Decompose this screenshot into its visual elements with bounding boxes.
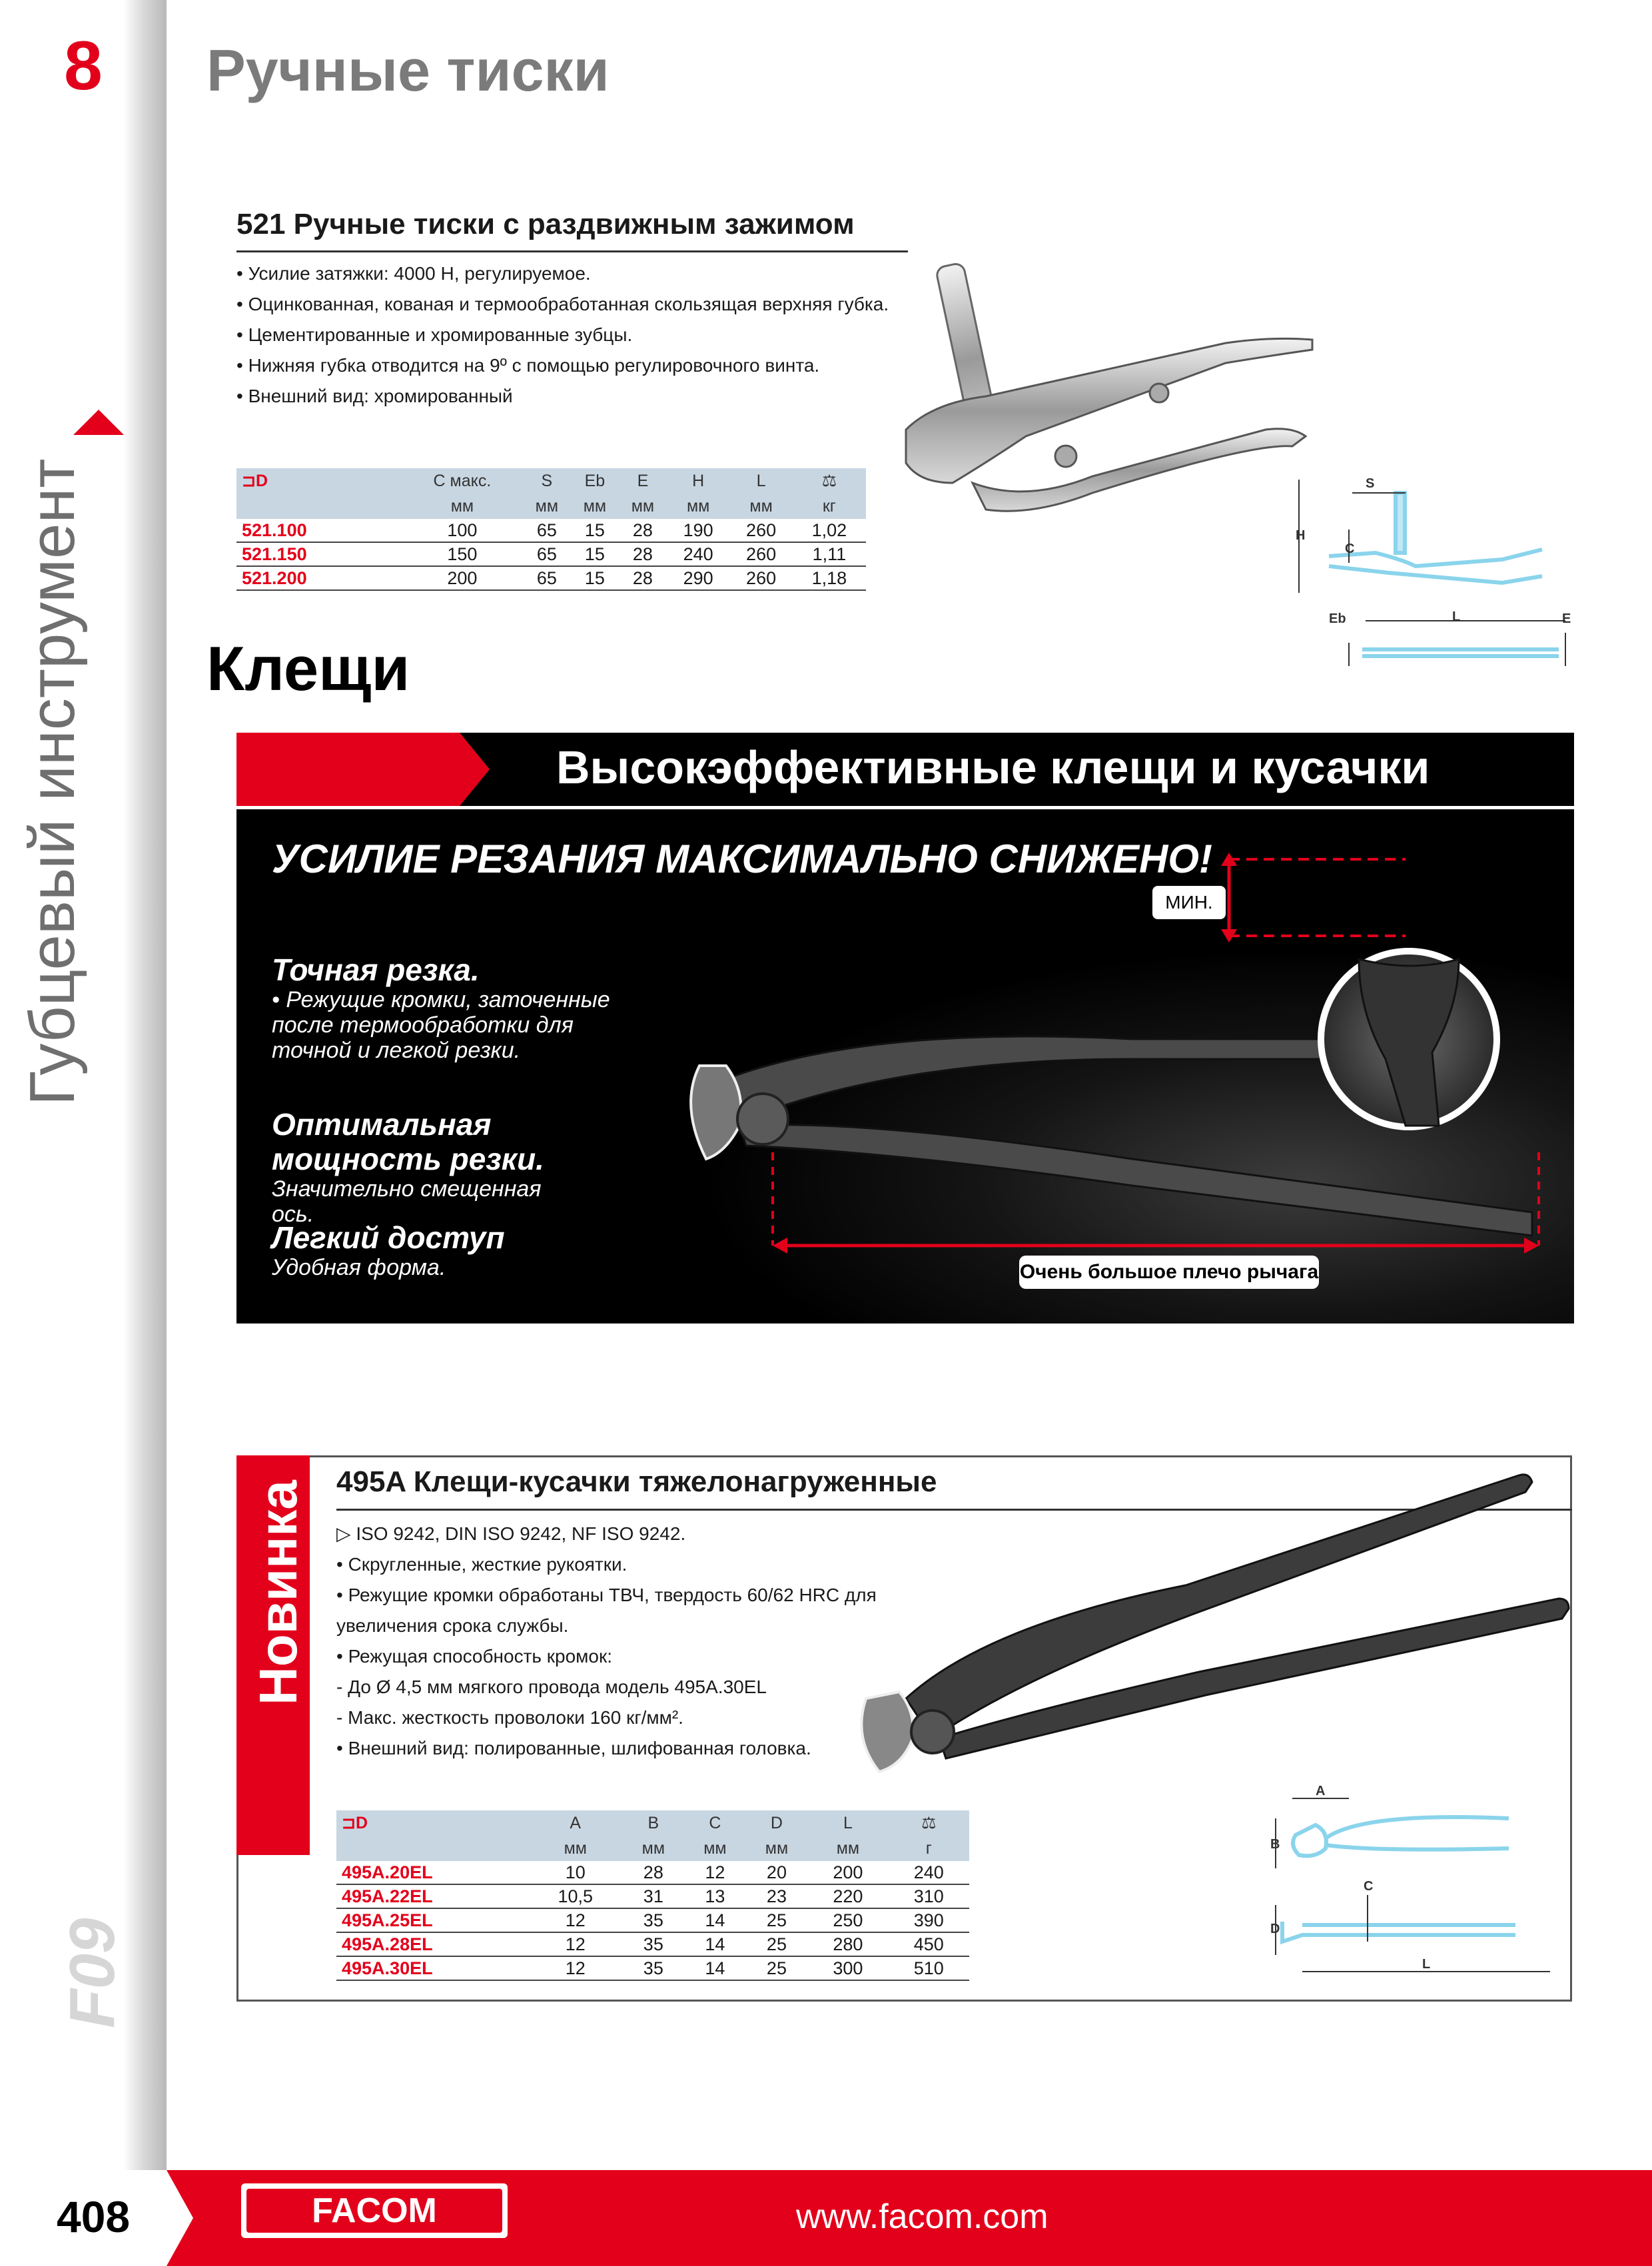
col-unit: мм: [619, 494, 667, 519]
col-header: H: [667, 468, 729, 494]
feature-cutting-power: [272, 1107, 552, 1227]
cell: 28: [619, 566, 667, 590]
cutter-dimension-diagram: [1262, 1778, 1562, 1985]
cell: 150: [402, 542, 523, 566]
table-row: [336, 1908, 969, 1932]
dim-label-h: H: [1296, 528, 1306, 543]
weight-icon: ⚖: [889, 1810, 969, 1836]
chapter-marker-icon: [73, 410, 124, 435]
page-title: Ручные тиски: [206, 37, 610, 103]
banner-title: Высокэффективные клещи и кусачки: [556, 741, 1430, 793]
product-521-spec-table: [236, 468, 866, 591]
cell: 310: [889, 1884, 969, 1908]
feature-easy-access: [272, 1220, 605, 1280]
cell: 35: [623, 1932, 685, 1956]
product-521-title: 521 Ручные тиски с раздвижным зажимом: [236, 208, 855, 240]
cell: 10: [528, 1861, 623, 1884]
cell: 290: [667, 566, 729, 590]
cell: 1,18: [793, 566, 866, 590]
bullet-item: • Скругленные, жесткие рукоятки.: [336, 1554, 627, 1575]
product-code: 521.200: [236, 566, 402, 590]
cell: 1,02: [793, 519, 866, 542]
cell: 12: [528, 1908, 623, 1932]
facom-logo-text: FACOM: [246, 2189, 502, 2233]
cell: 100: [402, 519, 523, 542]
bullet-item: - Макс. жесткость проволоки 160 кг/мм².: [336, 1707, 683, 1728]
bullet-item: • Внешний вид: хромированный: [236, 386, 513, 406]
cell: 260: [729, 519, 792, 542]
col-header: E: [619, 468, 667, 494]
cell: 65: [523, 542, 571, 566]
table-row: [236, 542, 866, 566]
product-code: 495A.20EL: [336, 1861, 528, 1884]
new-label: Новинка: [248, 1480, 308, 1705]
cell: 450: [889, 1932, 969, 1956]
cell: 15: [571, 542, 619, 566]
cell: 31: [623, 1884, 685, 1908]
heavy-duty-end-cutter-image: [853, 1459, 1572, 1778]
col-header: Eb: [571, 468, 619, 494]
cell: 260: [729, 566, 792, 590]
product-495-bullets: [336, 1519, 916, 1764]
feature-heading: Легкий доступ: [272, 1220, 505, 1255]
cell: 12: [684, 1861, 746, 1884]
feature-text: Удобная форма.: [272, 1255, 446, 1280]
col-unit: кг: [793, 494, 866, 519]
end-cutter-image: [666, 839, 1572, 1306]
product-495-title: 495A Клещи-кусачки тяжелонагруженные: [336, 1465, 937, 1498]
weight-icon: ⚖: [793, 468, 866, 494]
cell: 12: [528, 1932, 623, 1956]
cell: 200: [807, 1861, 888, 1884]
feature-heading: Точная резка.: [272, 952, 480, 987]
col-unit: мм: [746, 1836, 808, 1861]
vise-dimension-diagram: [1282, 466, 1575, 673]
chapter-number: 8: [64, 27, 103, 105]
cell: 25: [746, 1908, 808, 1932]
bullet-item: • Режущая способность кромок:: [336, 1646, 613, 1667]
banner-red-arrow: [236, 733, 490, 806]
table-row: [336, 1884, 969, 1908]
cell: 28: [619, 519, 667, 542]
cell: 28: [623, 1861, 685, 1884]
cell: 510: [889, 1956, 969, 1980]
promo-headline: УСИЛИЕ РЕЗАНИЯ МАКСИМАЛЬНО СНИЖЕНО!: [272, 837, 1212, 881]
cell: 25: [746, 1932, 808, 1956]
dim-label-c: C: [1364, 1879, 1374, 1894]
product-code: 495A.25EL: [336, 1908, 528, 1932]
dim-label-a: A: [1316, 1784, 1326, 1798]
col-header: D: [746, 1810, 808, 1836]
product-code: 495A.22EL: [336, 1884, 528, 1908]
cell: 240: [889, 1861, 969, 1884]
col-unit: мм: [667, 494, 729, 519]
feature-text: Значительно смещенная ось.: [272, 1176, 542, 1227]
website-link[interactable]: www.facom.com: [796, 2197, 1048, 2236]
cell: 25: [746, 1956, 808, 1980]
chapter-side-label: Губцевый инструмент: [17, 458, 88, 1106]
cell: 20: [746, 1861, 808, 1884]
col-unit: мм: [528, 1836, 623, 1861]
col-header: S: [523, 468, 571, 494]
bullet-item: - До Ø 4,5 мм мягкого провода модель 495A.30EL: [336, 1677, 767, 1697]
dim-label-s: S: [1366, 476, 1375, 491]
cell: 390: [889, 1908, 969, 1932]
feature-heading: Оптимальная мощность резки.: [272, 1107, 544, 1176]
table-row: [236, 566, 866, 590]
cell: 250: [807, 1908, 888, 1932]
col-unit: г: [889, 1836, 969, 1861]
cell: 14: [684, 1908, 746, 1932]
bullet-item: • Цементированные и хромированные зубцы.: [236, 324, 633, 345]
cell: 13: [684, 1884, 746, 1908]
table-row: [336, 1956, 969, 1980]
locking-pliers-image: [893, 263, 1319, 543]
dim-label-d: D: [1270, 1922, 1280, 1936]
lever-label: Очень большое плечо рычага: [1019, 1256, 1319, 1289]
cell: 15: [571, 519, 619, 542]
col-header: L: [729, 468, 792, 494]
cell: 220: [807, 1884, 888, 1908]
dim-label-eb: Eb: [1329, 611, 1346, 626]
page-number: 408: [57, 2192, 131, 2241]
col-unit: мм: [623, 1836, 685, 1861]
cell: 12: [528, 1956, 623, 1980]
cell: 260: [729, 542, 792, 566]
bullet-item: • Внешний вид: полированные, шлифованная головка.: [336, 1738, 811, 1758]
bullet-item: ▷ ISO 9242, DIN ISO 9242, NF ISO 9242.: [336, 1523, 686, 1544]
product-code: 495A.30EL: [336, 1956, 528, 1980]
section-title: Клещи: [206, 633, 410, 703]
facom-ref-icon: ⊐D: [236, 468, 402, 494]
bullet-item: • Оцинкованная, кованая и термообработанная скользящая верхняя губка.: [236, 294, 889, 314]
col-header: С макс.: [402, 468, 523, 494]
cell: 65: [523, 566, 571, 590]
col-header: A: [528, 1810, 623, 1836]
table-row: [336, 1932, 969, 1956]
bullet-item: • Усилие затяжки: 4000 Н, регулируемое.: [236, 263, 591, 284]
cell: 65: [523, 519, 571, 542]
feature-precise-cut: [272, 952, 671, 1063]
table-row: [236, 519, 866, 542]
dim-label-b: B: [1270, 1837, 1280, 1852]
bullet-item: • Нижняя губка отводится на 9º с помощью регулировочного винта.: [236, 355, 820, 376]
dim-label-e: E: [1562, 611, 1571, 626]
col-unit: мм: [523, 494, 571, 519]
col-header: B: [623, 1810, 685, 1836]
product-code: 495A.28EL: [336, 1932, 528, 1956]
catalog-code: F09: [57, 1918, 128, 2028]
col-unit: мм: [684, 1836, 746, 1861]
min-label: МИН.: [1152, 886, 1226, 919]
cell: 23: [746, 1884, 808, 1908]
product-495-spec-table: [336, 1810, 969, 1981]
col-unit: мм: [729, 494, 792, 519]
cell: 14: [684, 1956, 746, 1980]
cell: 35: [623, 1956, 685, 1980]
cell: 200: [402, 566, 523, 590]
col-unit: мм: [807, 1836, 888, 1861]
cell: 1,11: [793, 542, 866, 566]
cell: 280: [807, 1932, 888, 1956]
col-unit: мм: [571, 494, 619, 519]
dim-label-c: C: [1345, 542, 1355, 556]
cell: 35: [623, 1908, 685, 1932]
feature-text: • Режущие кромки, заточенные после термообработки для точной и легкой резки.: [272, 987, 610, 1063]
col-header: L: [807, 1810, 888, 1836]
cell: 190: [667, 519, 729, 542]
cell: 10,5: [528, 1884, 623, 1908]
cell: 240: [667, 542, 729, 566]
title-rule: [236, 250, 908, 252]
bullet-item: • Режущие кромки обработаны ТВЧ, твердость 60/62 HRC для увеличения срока службы.: [336, 1585, 877, 1636]
cell: 14: [684, 1932, 746, 1956]
col-header: C: [684, 1810, 746, 1836]
dim-label-l: L: [1452, 609, 1461, 624]
product-code: 521.150: [236, 542, 402, 566]
facom-ref-icon: ⊐D: [336, 1810, 528, 1836]
dim-label-l: L: [1422, 1957, 1431, 1972]
cell: 28: [619, 542, 667, 566]
cell: 300: [807, 1956, 888, 1980]
table-row: [336, 1861, 969, 1884]
product-521-bullets: [236, 258, 889, 412]
product-code: 521.100: [236, 519, 402, 542]
col-unit: мм: [402, 494, 523, 519]
cell: 15: [571, 566, 619, 590]
